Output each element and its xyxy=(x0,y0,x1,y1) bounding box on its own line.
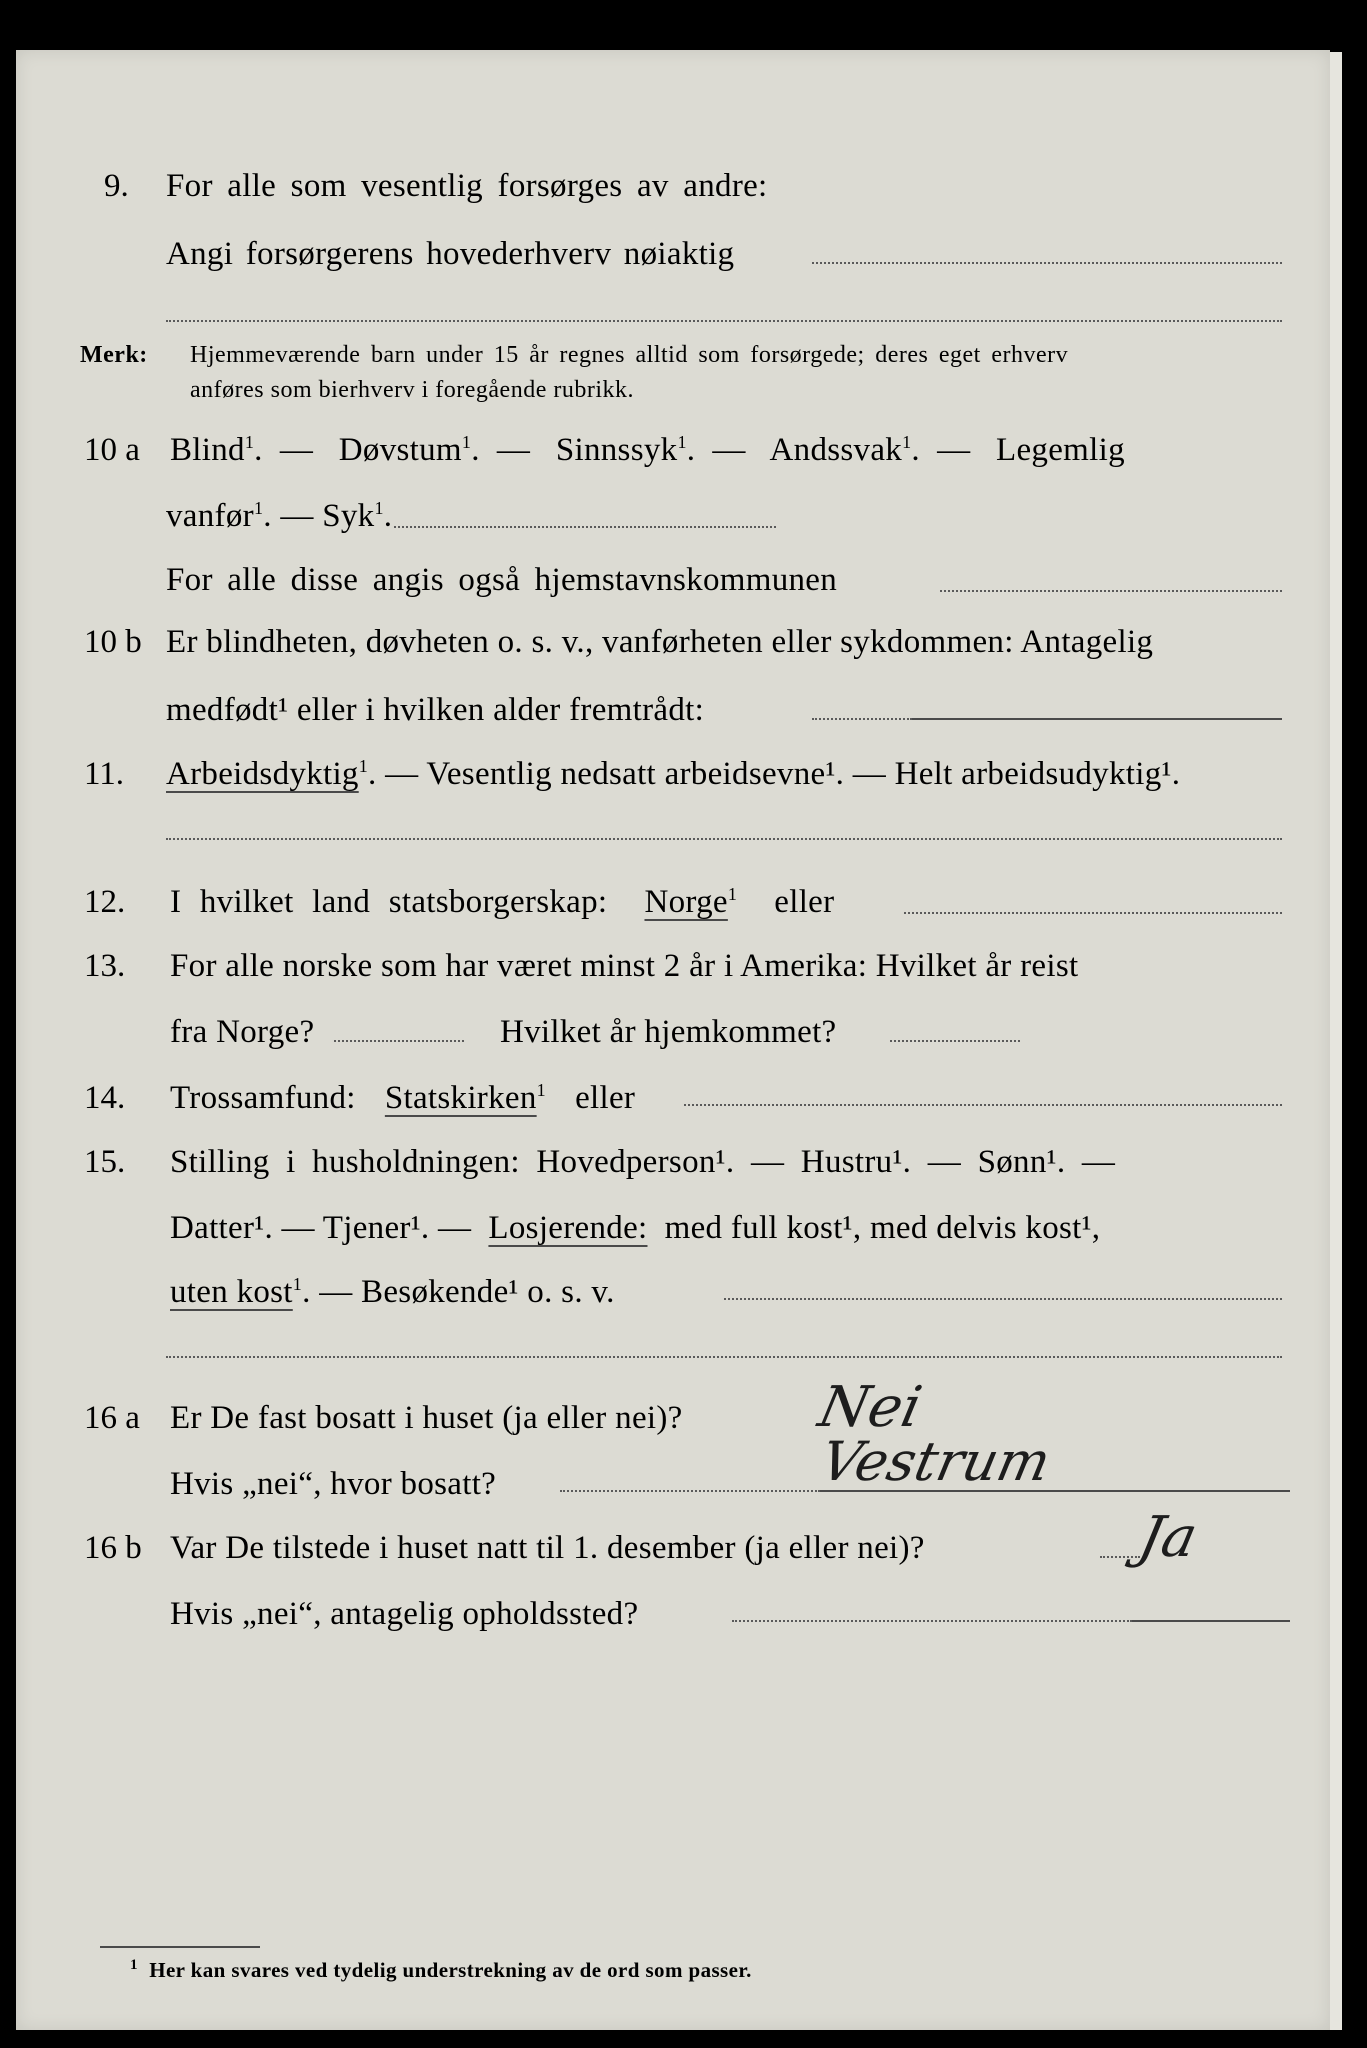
merk-note-line1: Hjemmeværende barn under 15 år regnes alltid som forsørgede; deres eget erhverv xyxy=(190,342,1069,368)
q12-question: I hvilket land statsborgerskap: Norge$^1$ eller xyxy=(170,884,835,920)
q9-answer-line-2[interactable] xyxy=(166,320,1282,322)
q13-reist-label: fra Norge? xyxy=(170,1014,315,1050)
option-sinnssyk[interactable]: Sinnssyk xyxy=(555,432,678,468)
option-syk[interactable]: Syk xyxy=(322,498,375,534)
option-blind[interactable]: Blind xyxy=(170,432,245,468)
q12-prefix: I hvilket land statsborgerskap: xyxy=(170,884,608,920)
q14-question: Trossamfund: Statskirken$^1$ eller xyxy=(170,1080,636,1116)
q9-answer-line[interactable] xyxy=(812,262,1282,264)
q13-reist-answer-line[interactable] xyxy=(334,1040,464,1042)
q16a-handwritten-answer: Nei xyxy=(813,1375,928,1440)
option-uten-kost[interactable]: uten kost xyxy=(170,1274,293,1310)
q16b-number: 16 b xyxy=(84,1530,142,1566)
q14-suffix: eller xyxy=(575,1080,636,1116)
q14-number: 14. xyxy=(84,1080,126,1116)
q16b-question: Var De tilstede i huset natt til 1. desember (ja eller nei)? xyxy=(170,1530,925,1566)
q15-answer-line-2[interactable] xyxy=(166,1356,1282,1358)
q10a-number: 10 a xyxy=(84,432,140,468)
q15-options-line1: Stilling i husholdningen: Hovedperson¹. — Hustru¹. — Sønn¹. — xyxy=(170,1144,1116,1180)
q9-question: For alle som vesentlig forsørges av andre: xyxy=(166,168,768,204)
q16a-question: Er De fast bosatt i huset (ja eller nei)? xyxy=(170,1400,683,1436)
option-norge[interactable]: Norge xyxy=(644,884,728,920)
q16b-answer-line[interactable] xyxy=(1132,1620,1290,1622)
q16a-subquestion: Hvis „nei“, hvor bosatt? xyxy=(170,1466,497,1502)
q12-suffix: eller xyxy=(774,884,835,920)
q16a-answer-dots[interactable] xyxy=(560,1490,820,1492)
q11-options: Arbeidsdyktig$^1$. — Vesentlig nedsatt arbeidsevne¹. — Helt arbeidsudyktig¹. xyxy=(166,756,1181,792)
q10a-options-line2: vanfør$^1$. — Syk$^1$. xyxy=(166,498,393,534)
q15-options-part-c: . — Besøkende¹ o. s. v. xyxy=(302,1274,615,1310)
q15-number: 15. xyxy=(84,1144,126,1180)
q13-number: 13. xyxy=(84,948,126,984)
q10b-question-line2: medfødt¹ eller i hvilken alder fremtrådt: xyxy=(166,692,705,728)
q11-other-options: . — Vesentlig nedsatt arbeidsevne¹. — Helt arbeidsudyktig¹. xyxy=(368,756,1181,792)
q10a-subquestion: For alle disse angis også hjemstavnskommunen xyxy=(166,562,838,598)
q13-hjemkommet-answer-line[interactable] xyxy=(890,1040,1020,1042)
q12-answer-line[interactable] xyxy=(904,912,1282,914)
q10b-number: 10 b xyxy=(84,624,142,660)
merk-note-line2: anføres som bierhverv i foregående rubrikk. xyxy=(190,377,635,403)
q10b-question-line1: Er blindheten, døvheten o. s. v., vanførheten eller sykdommen: Antagelig xyxy=(166,624,1154,660)
q15-options-part-b: med full kost¹, med delvis kost¹, xyxy=(664,1210,1101,1246)
q16b-answer-dots[interactable] xyxy=(1100,1556,1140,1558)
q11-number: 11. xyxy=(84,756,125,792)
q10a-sub-answer-line[interactable] xyxy=(940,590,1282,592)
q15-answer-line[interactable] xyxy=(724,1298,1282,1300)
option-legemlig[interactable]: Legemlig xyxy=(996,432,1125,468)
page-edge xyxy=(1330,52,1342,2030)
footnote-mark: 1 xyxy=(130,1957,138,1973)
q14-prefix: Trossamfund: xyxy=(170,1080,356,1116)
merk-label: Merk: xyxy=(80,342,148,368)
q10b-answer-line[interactable] xyxy=(912,718,1282,720)
q12-number: 12. xyxy=(84,884,126,920)
q13-hjemkommet-label: Hvilket år hjemkommet? xyxy=(500,1014,837,1050)
option-statskirken[interactable]: Statskirken xyxy=(384,1080,537,1116)
q10a-options-line1: Blind$^1$. — Døvstum$^1$. — Sinnssyk$^1$. — Andssvak$^1$. — Legemlig xyxy=(170,432,1125,468)
footnote xyxy=(130,1957,752,1983)
q16b-handwritten-answer: Ja xyxy=(1133,1505,1203,1570)
option-andssvak[interactable]: Andssvak xyxy=(769,432,903,468)
q16b-subquestion: Hvis „nei“, antagelig opholdssted? xyxy=(170,1596,639,1632)
q14-answer-line[interactable] xyxy=(684,1104,1282,1106)
footnote-text: Her kan svares ved tydelig understrekning av de ord som passer. xyxy=(149,1958,752,1982)
q15-options-line2 xyxy=(170,1208,1100,1248)
option-vanfor[interactable]: vanfør xyxy=(166,498,254,534)
q16a-handwritten-place: Vestrum xyxy=(815,1430,1057,1493)
option-dovstum[interactable]: Døvstum xyxy=(338,432,462,468)
q9-instruction: Angi forsørgerens hovederhverv nøiaktig xyxy=(166,236,735,272)
q16b-answer-dots-2[interactable] xyxy=(732,1620,1132,1622)
q9-number: 9. xyxy=(104,168,129,204)
footnote-rule xyxy=(100,1946,260,1948)
q15-options-line3: uten kost$^1$. — Besøkende¹ o. s. v. xyxy=(170,1274,615,1310)
q11-answer-line[interactable] xyxy=(166,838,1282,840)
q10a-answer-line[interactable] xyxy=(394,526,776,528)
option-losjerende[interactable]: Losjerende: xyxy=(488,1210,648,1246)
q13-question-line1: For alle norske som har været minst 2 år i Amerika: Hvilket år reist xyxy=(170,948,1079,984)
option-arbeidsdyktig[interactable]: Arbeidsdyktig xyxy=(166,756,359,792)
q10b-answer-dots[interactable] xyxy=(812,718,912,720)
q15-options-part-a: Datter¹. — Tjener¹. — xyxy=(170,1210,472,1246)
q16a-number: 16 a xyxy=(84,1400,140,1436)
